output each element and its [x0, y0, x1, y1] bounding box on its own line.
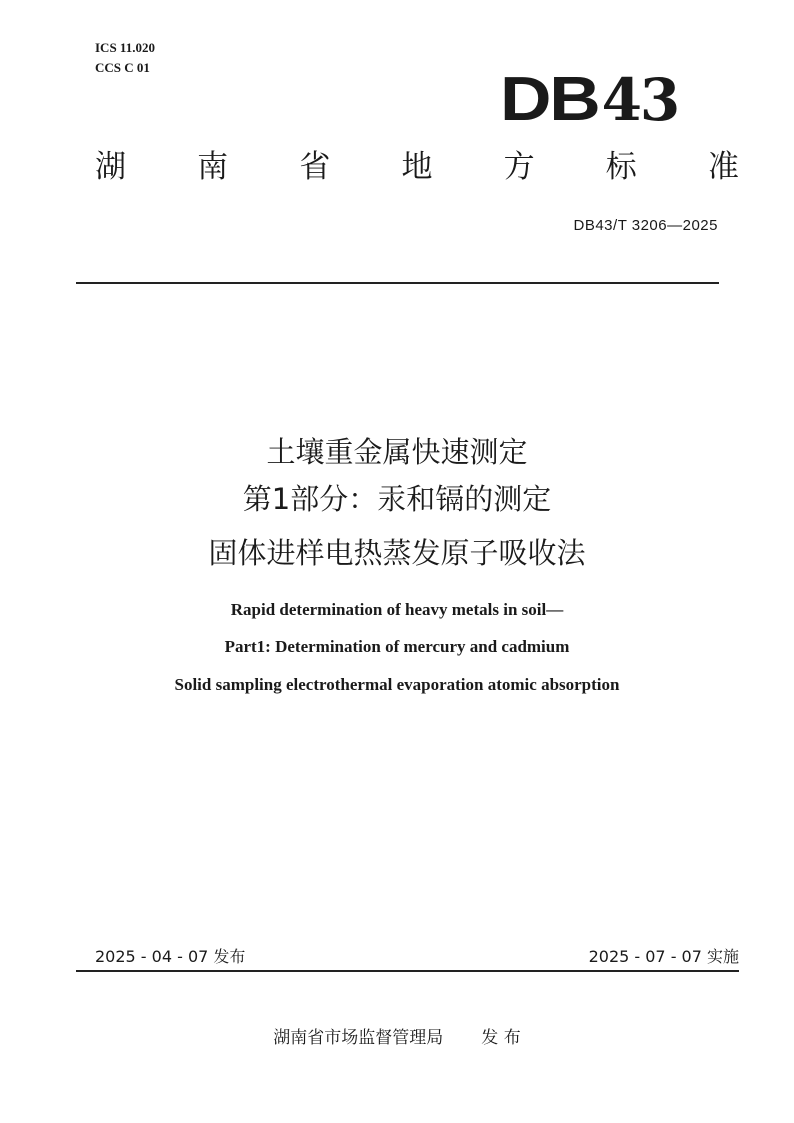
standard-title-char: 标	[605, 149, 637, 185]
title-cn-line3: 固体进样电热蒸发原子吸收法	[208, 536, 586, 570]
title-en-line2: Part1: Determination of mercury and cadmium	[224, 637, 570, 656]
title-en-line1: Rapid determination of heavy metals in soil—	[230, 600, 564, 619]
standard-title-char: 准	[707, 149, 739, 185]
logo-db: DB	[500, 65, 599, 134]
publisher-action: 发 布	[481, 1028, 521, 1048]
standard-number: DB43/T 3206—2025	[573, 217, 718, 234]
db43-logo	[500, 65, 680, 134]
classification-codes	[95, 38, 155, 78]
publisher	[0, 1026, 794, 1050]
implement-date: 2025 - 07 - 07 实施	[588, 947, 739, 966]
title-en-line3: Solid sampling electrothermal evaporation atomic absorption	[174, 675, 620, 694]
ccs-code: CCS C 01	[95, 60, 150, 75]
title-cn-line1: 土壤重金属快速测定	[266, 435, 528, 469]
standard-title-char: 方	[503, 149, 535, 185]
standard-title-char: 湖	[95, 149, 126, 185]
bottom-divider	[76, 970, 739, 972]
top-divider	[76, 282, 719, 284]
logo-number: 43	[601, 66, 679, 134]
standard-title-char: 省	[299, 149, 331, 185]
ics-code: ICS 11.020	[95, 40, 155, 55]
title-cn-line2: 第1部分：汞和镉的测定	[242, 482, 552, 516]
standard-title-char: 南	[197, 149, 229, 185]
issue-date: 2025 - 04 - 07 发布	[95, 947, 246, 966]
standard-title-char: 地	[401, 149, 433, 185]
publisher-name: 湖南省市场监督管理局	[273, 1028, 444, 1048]
standard-type-title	[95, 145, 739, 189]
